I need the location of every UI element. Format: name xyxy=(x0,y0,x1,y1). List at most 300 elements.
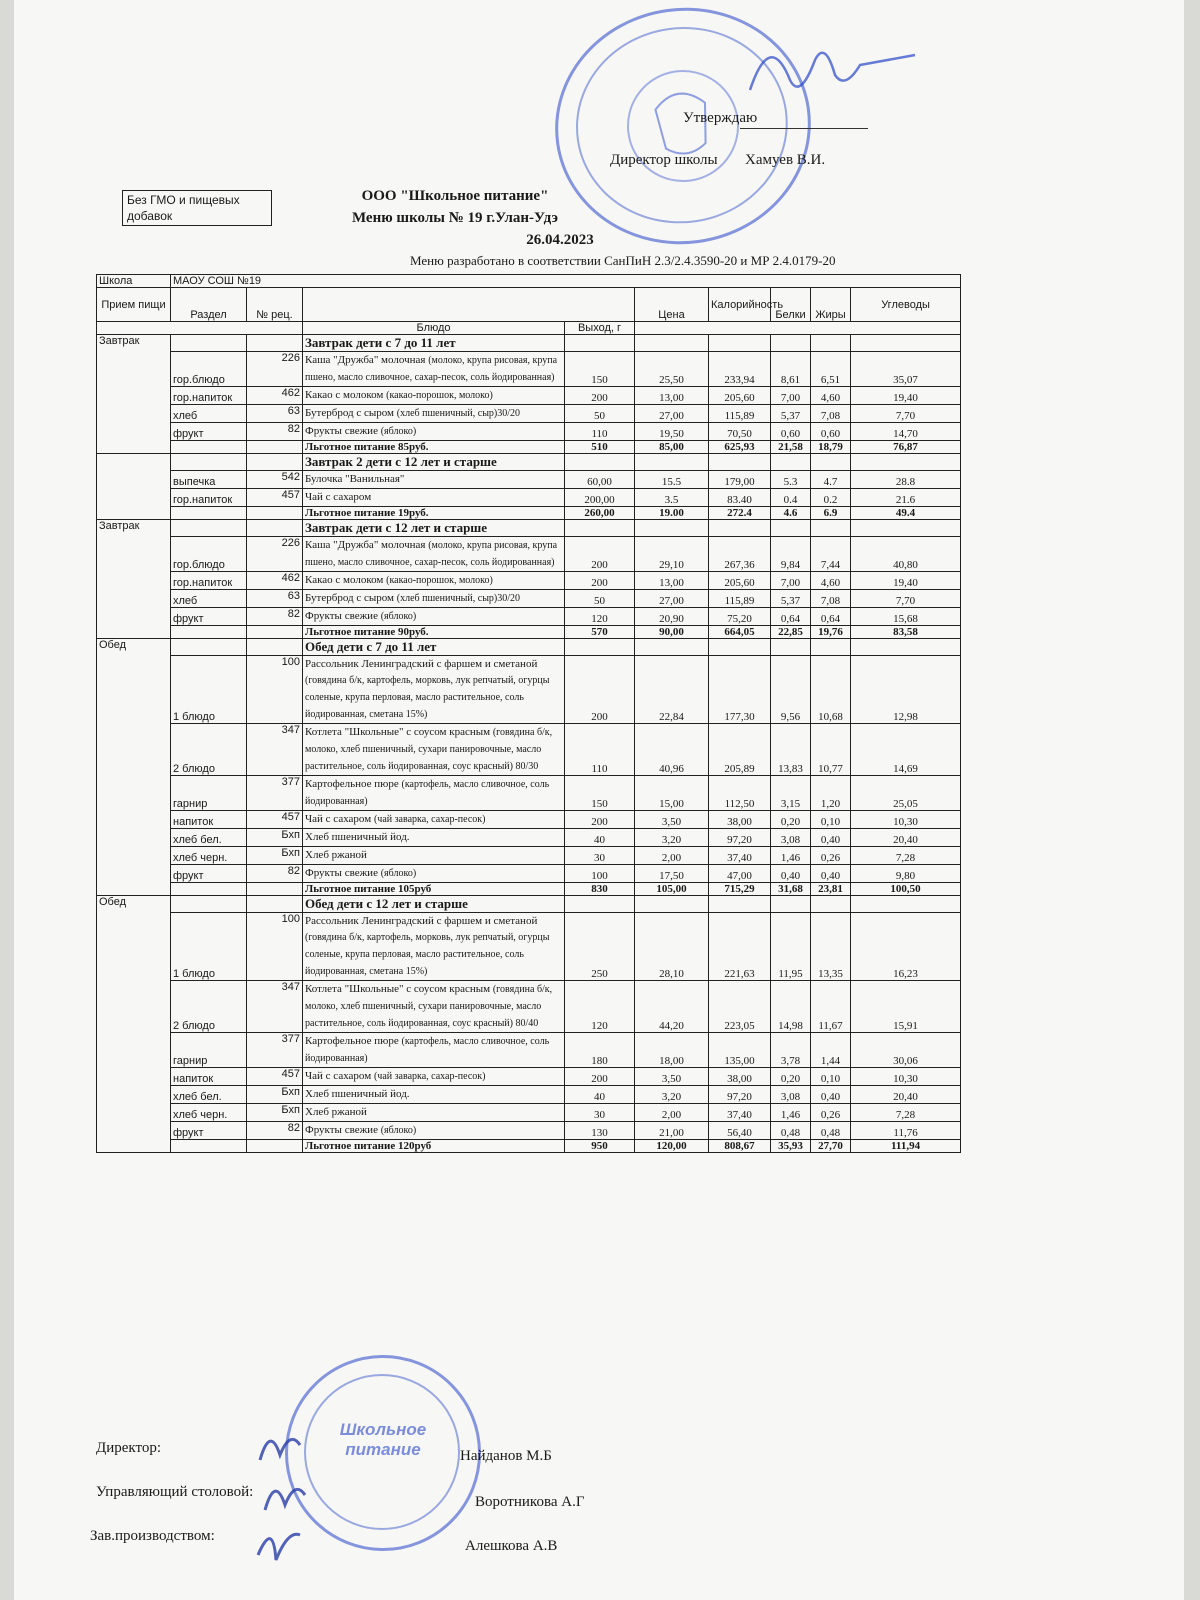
footer-director-name: Найданов М.Б xyxy=(460,1448,552,1464)
empty-cell xyxy=(709,520,771,537)
total-carbs: 100,50 xyxy=(851,883,961,896)
item-carbs: 14,70 xyxy=(851,423,961,441)
total-row xyxy=(97,626,961,639)
empty-cell xyxy=(771,520,811,537)
item-protein: 5,37 xyxy=(771,405,811,423)
item-price: 13,00 xyxy=(635,572,709,590)
item-yield: 180 xyxy=(565,1033,635,1068)
empty-cell xyxy=(565,896,635,913)
empty-cell xyxy=(247,1140,303,1153)
dish-ingredients: (какао-порошок, молоко) xyxy=(386,390,493,401)
item-yield: 50 xyxy=(565,590,635,608)
menu-item-row xyxy=(97,847,961,865)
item-yield: 50 xyxy=(565,405,635,423)
total-yield: 830 xyxy=(565,883,635,896)
item-carbs: 19,40 xyxy=(851,572,961,590)
item-calories: 38,00 xyxy=(709,1068,771,1086)
item-section: фрукт xyxy=(171,865,247,883)
item-calories: 97,20 xyxy=(709,1086,771,1104)
item-calories: 221,63 xyxy=(709,913,771,981)
item-carbs: 14,69 xyxy=(851,724,961,776)
empty-cell xyxy=(709,639,771,656)
dish-ingredients: (яблоко) xyxy=(380,426,417,437)
total-price: 105,00 xyxy=(635,883,709,896)
dish-ingredients: (говядина б/к, картофель, морковь, лук репчатый, огурцы соленые, крупа перловая, масло растительное, соль йодированная, сметана 15%) xyxy=(305,675,550,720)
item-calories: 97,20 xyxy=(709,829,771,847)
item-recipe-number: 542 xyxy=(247,471,303,489)
item-price: 15,00 xyxy=(635,776,709,811)
item-fat: 7,08 xyxy=(811,590,851,608)
empty-cell xyxy=(811,639,851,656)
menu-item-row xyxy=(97,776,961,811)
item-carbs: 10,30 xyxy=(851,811,961,829)
total-calories: 625,93 xyxy=(709,441,771,454)
total-label: Льготное питание 105руб xyxy=(303,883,565,896)
item-price: 27,00 xyxy=(635,590,709,608)
item-section: напиток xyxy=(171,811,247,829)
empty-cell xyxy=(565,454,635,471)
menu-item-row xyxy=(97,656,961,724)
no-gmo-box: Без ГМО и пищевых добавок xyxy=(122,190,272,226)
item-dish xyxy=(303,387,565,405)
empty-cell xyxy=(811,520,851,537)
dish-ingredients: (чай заварка, сахар-песок) xyxy=(373,814,486,825)
item-dish xyxy=(303,489,565,507)
menu-item-row xyxy=(97,590,961,608)
director-signature xyxy=(740,20,920,110)
item-recipe-number: Бхп xyxy=(247,847,303,865)
meal-label: Завтрак xyxy=(97,520,171,639)
stamp-logo-text: Школьное питание xyxy=(339,1420,427,1459)
dish-name: Хлеб пшеничный йод. xyxy=(305,831,410,843)
empty-cell xyxy=(811,335,851,352)
total-row xyxy=(97,441,961,454)
item-yield: 200 xyxy=(565,537,635,572)
item-carbs: 21.6 xyxy=(851,489,961,507)
empty-cell xyxy=(565,520,635,537)
item-carbs: 11,76 xyxy=(851,1122,961,1140)
menu-item-row xyxy=(97,572,961,590)
item-calories: 37,40 xyxy=(709,1104,771,1122)
empty-cell xyxy=(851,520,961,537)
item-calories: 70,50 xyxy=(709,423,771,441)
menu-date: 26.04.2023 xyxy=(526,232,594,248)
item-protein: 8,61 xyxy=(771,352,811,387)
footer-production-name: Алешкова А.В xyxy=(465,1538,558,1554)
empty-cell xyxy=(247,454,303,471)
item-section: хлеб черн. xyxy=(171,847,247,865)
item-calories: 267,36 xyxy=(709,537,771,572)
dish-name: Какао с молоком xyxy=(305,574,384,586)
menu-item-row xyxy=(97,1122,961,1140)
menu-item-row xyxy=(97,981,961,1033)
item-price: 3,50 xyxy=(635,1068,709,1086)
item-calories: 177,30 xyxy=(709,656,771,724)
item-price: 44,20 xyxy=(635,981,709,1033)
item-section: гор.напиток xyxy=(171,387,247,405)
dish-ingredients: (хлеб пшеничный, сыр)30/20 xyxy=(396,593,521,604)
item-protein: 0,64 xyxy=(771,608,811,626)
item-dish xyxy=(303,471,565,489)
empty-cell xyxy=(171,626,247,639)
item-recipe-number: 82 xyxy=(247,1122,303,1140)
item-yield: 150 xyxy=(565,352,635,387)
item-section: напиток xyxy=(171,1068,247,1086)
item-yield: 150 xyxy=(565,776,635,811)
item-fat: 1,44 xyxy=(811,1033,851,1068)
menu-item-row xyxy=(97,489,961,507)
menu-item-row xyxy=(97,913,961,981)
dish-name: Картофельное пюре xyxy=(305,778,399,790)
school-label: Школа xyxy=(97,275,171,288)
menu-item-row xyxy=(97,387,961,405)
empty-cell xyxy=(171,454,247,471)
item-calories: 37,40 xyxy=(709,847,771,865)
item-carbs: 15,91 xyxy=(851,981,961,1033)
item-carbs: 20,40 xyxy=(851,1086,961,1104)
item-yield: 110 xyxy=(565,423,635,441)
item-dish xyxy=(303,352,565,387)
item-section: фрукт xyxy=(171,608,247,626)
dish-name: Картофельное пюре xyxy=(305,1035,399,1047)
section-title: Обед дети с 12 лет и старше xyxy=(303,896,565,913)
empty-cell xyxy=(171,1140,247,1153)
empty-cell xyxy=(247,883,303,896)
item-calories: 179,00 xyxy=(709,471,771,489)
item-carbs: 7,28 xyxy=(851,847,961,865)
item-carbs: 7,70 xyxy=(851,405,961,423)
item-section: хлеб бел. xyxy=(171,829,247,847)
total-carbs: 83,58 xyxy=(851,626,961,639)
header-calories: Калорийность xyxy=(709,288,771,322)
dish-name: Рассольник Ленинградский с фаршем и сметаной xyxy=(305,915,538,927)
item-dish xyxy=(303,724,565,776)
item-protein: 14,98 xyxy=(771,981,811,1033)
item-calories: 47,00 xyxy=(709,865,771,883)
item-calories: 115,89 xyxy=(709,405,771,423)
item-dish xyxy=(303,537,565,572)
item-protein: 0,60 xyxy=(771,423,811,441)
item-carbs: 30,06 xyxy=(851,1033,961,1068)
item-section: 2 блюдо xyxy=(171,981,247,1033)
empty-cell xyxy=(247,626,303,639)
menu-item-row xyxy=(97,1086,961,1104)
total-yield: 570 xyxy=(565,626,635,639)
item-fat: 10,77 xyxy=(811,724,851,776)
meal-label xyxy=(97,454,171,520)
total-label: Льготное питание 120руб xyxy=(303,1140,565,1153)
empty-cell xyxy=(635,335,709,352)
dish-name: Фрукты свежие xyxy=(305,1124,378,1136)
empty-cell xyxy=(247,639,303,656)
item-protein: 11,95 xyxy=(771,913,811,981)
item-carbs: 35,07 xyxy=(851,352,961,387)
item-fat: 4,60 xyxy=(811,387,851,405)
dish-name: Котлета "Школьные" с соусом красным xyxy=(305,726,491,738)
school-value: МАОУ СОШ №19 xyxy=(171,275,961,288)
item-protein: 0,40 xyxy=(771,865,811,883)
item-fat: 0,10 xyxy=(811,1068,851,1086)
dish-ingredients: (яблоко) xyxy=(380,1125,417,1136)
item-recipe-number: 347 xyxy=(247,981,303,1033)
item-protein: 3,08 xyxy=(771,1086,811,1104)
item-dish xyxy=(303,1068,565,1086)
dish-name: Фрукты свежие xyxy=(305,610,378,622)
total-fat: 19,76 xyxy=(811,626,851,639)
header-protein: Белки xyxy=(771,288,811,322)
item-recipe-number: 63 xyxy=(247,405,303,423)
menu-item-row xyxy=(97,471,961,489)
dish-ingredients: (яблоко) xyxy=(380,868,417,879)
total-carbs: 111,94 xyxy=(851,1140,961,1153)
item-carbs: 20,40 xyxy=(851,829,961,847)
header-carbs: Углеводы xyxy=(851,288,961,322)
dish-name: Котлета "Школьные" с соусом красным xyxy=(305,983,491,995)
section-title-row xyxy=(97,520,961,537)
footer-signature-2 xyxy=(255,1470,315,1520)
item-fat: 11,67 xyxy=(811,981,851,1033)
item-section: фрукт xyxy=(171,1122,247,1140)
item-yield: 120 xyxy=(565,981,635,1033)
item-yield: 100 xyxy=(565,865,635,883)
empty-cell xyxy=(565,639,635,656)
header-dish: Блюдо xyxy=(303,322,565,335)
total-carbs: 76,87 xyxy=(851,441,961,454)
empty-cell xyxy=(709,896,771,913)
menu-title: Меню школы № 19 г.Улан-Удэ xyxy=(351,210,559,226)
item-section: выпечка xyxy=(171,471,247,489)
empty-cell xyxy=(811,896,851,913)
item-recipe-number: 100 xyxy=(247,656,303,724)
item-section: фрукт xyxy=(171,423,247,441)
dish-name: Хлеб ржаной xyxy=(305,1106,367,1118)
menu-item-row xyxy=(97,724,961,776)
empty-cell xyxy=(709,335,771,352)
item-price: 13,00 xyxy=(635,387,709,405)
total-label: Льготное питание 19руб. xyxy=(303,507,565,520)
header-empty-2 xyxy=(635,322,961,335)
item-fat: 0,10 xyxy=(811,811,851,829)
item-section: 1 блюдо xyxy=(171,913,247,981)
total-price: 85,00 xyxy=(635,441,709,454)
item-protein: 0,20 xyxy=(771,1068,811,1086)
section-title: Завтрак дети с 7 до 11 лет xyxy=(303,335,565,352)
item-price: 15.5 xyxy=(635,471,709,489)
item-yield: 130 xyxy=(565,1122,635,1140)
item-section: гор.напиток xyxy=(171,572,247,590)
total-fat: 6.9 xyxy=(811,507,851,520)
item-yield: 200 xyxy=(565,1068,635,1086)
item-carbs: 7,28 xyxy=(851,1104,961,1122)
item-recipe-number: 462 xyxy=(247,387,303,405)
dish-name: Чай с сахаром xyxy=(305,491,372,503)
dish-name: Чай с сахаром xyxy=(305,813,372,825)
total-row xyxy=(97,507,961,520)
company-stamp-bottom xyxy=(285,1355,481,1551)
total-price: 120,00 xyxy=(635,1140,709,1153)
item-section: хлеб xyxy=(171,590,247,608)
total-price: 19.00 xyxy=(635,507,709,520)
item-dish xyxy=(303,865,565,883)
section-title-row xyxy=(97,639,961,656)
item-carbs: 28.8 xyxy=(851,471,961,489)
item-price: 28,10 xyxy=(635,913,709,981)
item-carbs: 7,70 xyxy=(851,590,961,608)
item-recipe-number: 462 xyxy=(247,572,303,590)
item-recipe-number: 457 xyxy=(247,811,303,829)
item-recipe-number: 82 xyxy=(247,865,303,883)
item-price: 40,96 xyxy=(635,724,709,776)
menu-item-row xyxy=(97,865,961,883)
approval-line xyxy=(740,128,868,129)
item-recipe-number: Бхп xyxy=(247,1086,303,1104)
item-fat: 13,35 xyxy=(811,913,851,981)
empty-cell xyxy=(851,896,961,913)
empty-cell xyxy=(771,896,811,913)
empty-cell xyxy=(247,896,303,913)
item-price: 3,20 xyxy=(635,829,709,847)
item-fat: 7,44 xyxy=(811,537,851,572)
item-carbs: 9,80 xyxy=(851,865,961,883)
item-price: 3.5 xyxy=(635,489,709,507)
empty-cell xyxy=(851,454,961,471)
item-protein: 5.3 xyxy=(771,471,811,489)
empty-cell xyxy=(851,639,961,656)
header-blank xyxy=(303,288,635,322)
item-price: 21,00 xyxy=(635,1122,709,1140)
item-carbs: 16,23 xyxy=(851,913,961,981)
item-price: 29,10 xyxy=(635,537,709,572)
dish-name: Бутерброд с сыром xyxy=(305,407,395,419)
empty-cell xyxy=(811,454,851,471)
menu-item-row xyxy=(97,405,961,423)
item-price: 18,00 xyxy=(635,1033,709,1068)
menu-item-row xyxy=(97,811,961,829)
dish-name: Фрукты свежие xyxy=(305,867,378,879)
empty-cell xyxy=(771,454,811,471)
menu-item-row xyxy=(97,829,961,847)
item-fat: 0,40 xyxy=(811,829,851,847)
item-section: 2 блюдо xyxy=(171,724,247,776)
empty-cell xyxy=(247,441,303,454)
item-price: 19,50 xyxy=(635,423,709,441)
item-carbs: 12,98 xyxy=(851,656,961,724)
dish-ingredients: (какао-порошок, молоко) xyxy=(386,575,493,586)
item-calories: 38,00 xyxy=(709,811,771,829)
dish-ingredients: (молоко, крупа рисовая, крупа пшено, масло сливочное, сахар-песок, соль йодированная) xyxy=(305,540,558,568)
item-dish xyxy=(303,829,565,847)
school-row xyxy=(97,275,961,288)
item-recipe-number: 377 xyxy=(247,776,303,811)
item-calories: 83.40 xyxy=(709,489,771,507)
item-section: хлеб xyxy=(171,405,247,423)
item-calories: 112,50 xyxy=(709,776,771,811)
item-calories: 205,60 xyxy=(709,387,771,405)
section-title: Обед дети с 7 до 11 лет xyxy=(303,639,565,656)
dish-ingredients: (говядина б/к, молоко, хлеб пшеничный, сухари панировочные, масло растительное, соль йодированная, соус красный) 80/30 xyxy=(305,727,553,772)
item-protein: 5,37 xyxy=(771,590,811,608)
company-name: ООО "Школьное питание" xyxy=(361,188,549,204)
dish-ingredients: (говядина б/к, молоко, хлеб пшеничный, сухари панировочные, масло растительное, соль йодированная, соус красный) 80/40 xyxy=(305,984,553,1029)
menu-item-row xyxy=(97,608,961,626)
item-yield: 30 xyxy=(565,1104,635,1122)
footer-signature-3 xyxy=(248,1515,308,1565)
item-calories: 223,05 xyxy=(709,981,771,1033)
item-yield: 120 xyxy=(565,608,635,626)
item-yield: 250 xyxy=(565,913,635,981)
empty-cell xyxy=(171,335,247,352)
empty-cell xyxy=(771,335,811,352)
total-fat: 23,81 xyxy=(811,883,851,896)
item-yield: 200 xyxy=(565,656,635,724)
total-yield: 510 xyxy=(565,441,635,454)
item-fat: 0,64 xyxy=(811,608,851,626)
total-carbs: 49.4 xyxy=(851,507,961,520)
item-fat: 0,48 xyxy=(811,1122,851,1140)
item-fat: 4.7 xyxy=(811,471,851,489)
item-carbs: 15,68 xyxy=(851,608,961,626)
item-dish xyxy=(303,981,565,1033)
item-dish xyxy=(303,913,565,981)
item-yield: 110 xyxy=(565,724,635,776)
item-carbs: 19,40 xyxy=(851,387,961,405)
item-yield: 60,00 xyxy=(565,471,635,489)
item-fat: 7,08 xyxy=(811,405,851,423)
item-section: гор.напиток xyxy=(171,489,247,507)
item-price: 20,90 xyxy=(635,608,709,626)
empty-cell xyxy=(635,639,709,656)
item-protein: 7,00 xyxy=(771,572,811,590)
total-protein: 4.6 xyxy=(771,507,811,520)
item-price: 27,00 xyxy=(635,405,709,423)
menu-item-row xyxy=(97,537,961,572)
total-fat: 18,79 xyxy=(811,441,851,454)
total-protein: 22,85 xyxy=(771,626,811,639)
empty-cell xyxy=(171,883,247,896)
item-recipe-number: 82 xyxy=(247,423,303,441)
item-recipe-number: Бхп xyxy=(247,829,303,847)
item-dish xyxy=(303,1122,565,1140)
item-fat: 10,68 xyxy=(811,656,851,724)
item-recipe-number: 457 xyxy=(247,489,303,507)
empty-cell xyxy=(565,335,635,352)
item-price: 2,00 xyxy=(635,847,709,865)
item-protein: 0,20 xyxy=(771,811,811,829)
total-calories: 808,67 xyxy=(709,1140,771,1153)
item-protein: 3,15 xyxy=(771,776,811,811)
item-yield: 200,00 xyxy=(565,489,635,507)
total-calories: 715,29 xyxy=(709,883,771,896)
item-price: 25,50 xyxy=(635,352,709,387)
total-yield: 950 xyxy=(565,1140,635,1153)
dish-name: Какао с молоком xyxy=(305,389,384,401)
item-fat: 0,40 xyxy=(811,865,851,883)
item-recipe-number: 347 xyxy=(247,724,303,776)
item-fat: 6,51 xyxy=(811,352,851,387)
item-carbs: 10,30 xyxy=(851,1068,961,1086)
item-price: 22,84 xyxy=(635,656,709,724)
empty-cell xyxy=(171,896,247,913)
item-recipe-number: 226 xyxy=(247,537,303,572)
total-calories: 272.4 xyxy=(709,507,771,520)
total-label: Льготное питание 90руб. xyxy=(303,626,565,639)
empty-cell xyxy=(851,335,961,352)
item-fat: 0.2 xyxy=(811,489,851,507)
item-dish xyxy=(303,776,565,811)
menu-item-row xyxy=(97,1104,961,1122)
total-label: Льготное питание 85руб. xyxy=(303,441,565,454)
item-protein: 13,83 xyxy=(771,724,811,776)
